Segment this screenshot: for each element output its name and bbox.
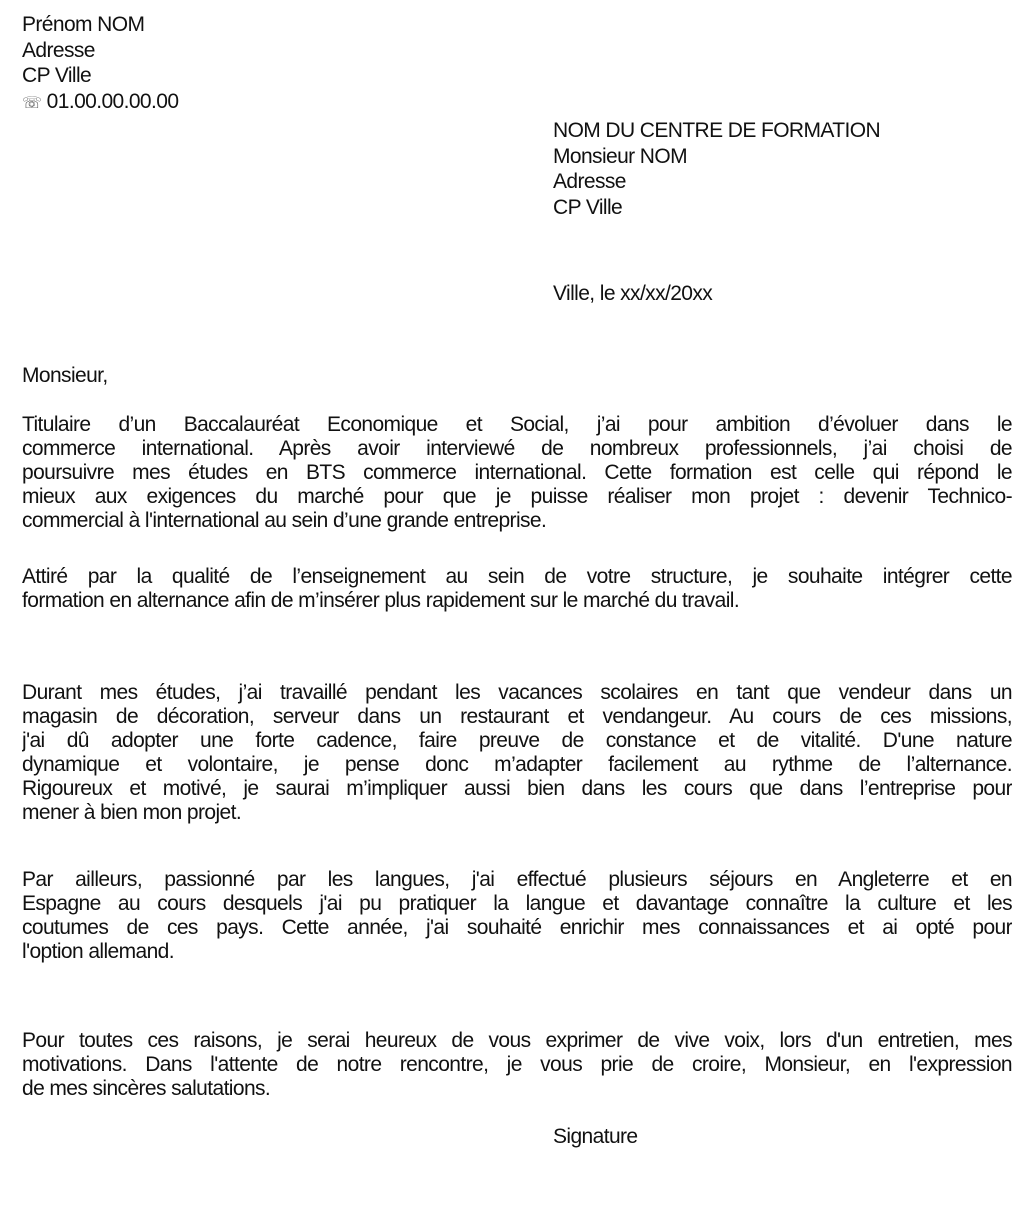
- signature: Signature: [553, 1125, 638, 1148]
- paragraph-line: coutumes de ces pays. Cette année, j'ai souhaité enrichir mes connaissances et ai opté pour: [22, 916, 1012, 939]
- phone-icon: ☏: [22, 95, 42, 113]
- paragraph-line: motivations. Dans l'attente de notre rencontre, je vous prie de croire, Monsieur, en l'expression: [22, 1053, 1012, 1076]
- paragraph-line: dynamique et volontaire, je pense donc m’adapter facilement au rythme de l’alternance.: [22, 753, 1012, 776]
- recipient-block: [553, 118, 880, 221]
- paragraph-line: mener à bien mon projet.: [22, 801, 242, 824]
- paragraph-line: de mes sincères salutations.: [22, 1077, 271, 1100]
- paragraph-line: l'option allemand.: [22, 940, 174, 963]
- paragraph-line: mieux aux exigences du marché pour que je puisse réaliser mon projet : devenir Technico-: [22, 485, 1012, 508]
- paragraph-line: Rigoureux et motivé, je saurai m’impliquer aussi bien dans les cours que dans l’entreprise pour: [22, 777, 1012, 800]
- date-line: Ville, le xx/xx/20xx: [553, 282, 713, 305]
- paragraph-line: Pour toutes ces raisons, je serai heureux de vous exprimer de vive voix, lors d'un entretien, mes: [22, 1029, 1012, 1052]
- sender-name: Prénom NOM: [22, 13, 145, 36]
- paragraph-line: Durant mes études, j’ai travaillé pendant les vacances scolaires en tant que vendeur dans un: [22, 681, 1012, 704]
- recipient-contact: Monsieur NOM: [553, 144, 687, 168]
- paragraph-line: commercial à l'international au sein d’une grande entreprise.: [22, 509, 547, 532]
- paragraph-line: j'ai dû adopter une forte cadence, faire preuve de constance et de vitalité. D'une nature: [22, 729, 1012, 752]
- paragraph: [22, 413, 1012, 533]
- paragraph-line: commerce international. Après avoir interviewé de nombreux professionnels, j’ai choisi de: [22, 437, 1012, 460]
- paragraph-line: magasin de décoration, serveur dans un restaurant et vendangeur. Au cours de ces missions,: [22, 705, 1012, 728]
- sender-address: Adresse: [22, 38, 95, 62]
- paragraph: [22, 1029, 1012, 1101]
- salutation: Monsieur,: [22, 364, 108, 387]
- paragraph-line: formation en alternance afin de m’insérer plus rapidement sur le marché du travail.: [22, 589, 740, 612]
- paragraph-line: Attiré par la qualité de l’enseignement au sein de votre structure, je souhaite intégrer cette: [22, 565, 1012, 588]
- paragraph-line: Espagne au cours desquels j'ai pu pratiquer la langue et davantage connaître la culture et les: [22, 892, 1012, 915]
- recipient-address: Adresse: [553, 170, 626, 194]
- paragraph-line: Titulaire d’un Baccalauréat Economique et Social, j’ai pour ambition d’évoluer dans le: [22, 413, 1012, 436]
- sender-phone-line: [22, 89, 178, 115]
- sender-phone: 01.00.00.00.00: [46, 90, 179, 114]
- paragraph-line: Par ailleurs, passionné par les langues, j'ai effectué plusieurs séjours en Angleterre et en: [22, 868, 1012, 891]
- paragraph: [22, 565, 1012, 613]
- recipient-organization: NOM DU CENTRE DE FORMATION: [553, 119, 881, 142]
- sender-city: CP Ville: [22, 64, 92, 88]
- paragraph: [22, 868, 1012, 964]
- recipient-city: CP Ville: [553, 196, 623, 220]
- paragraph: [22, 681, 1012, 825]
- sender-block: [22, 12, 178, 115]
- paragraph-line: poursuivre mes études en BTS commerce international. Cette formation est celle qui répond le: [22, 461, 1012, 484]
